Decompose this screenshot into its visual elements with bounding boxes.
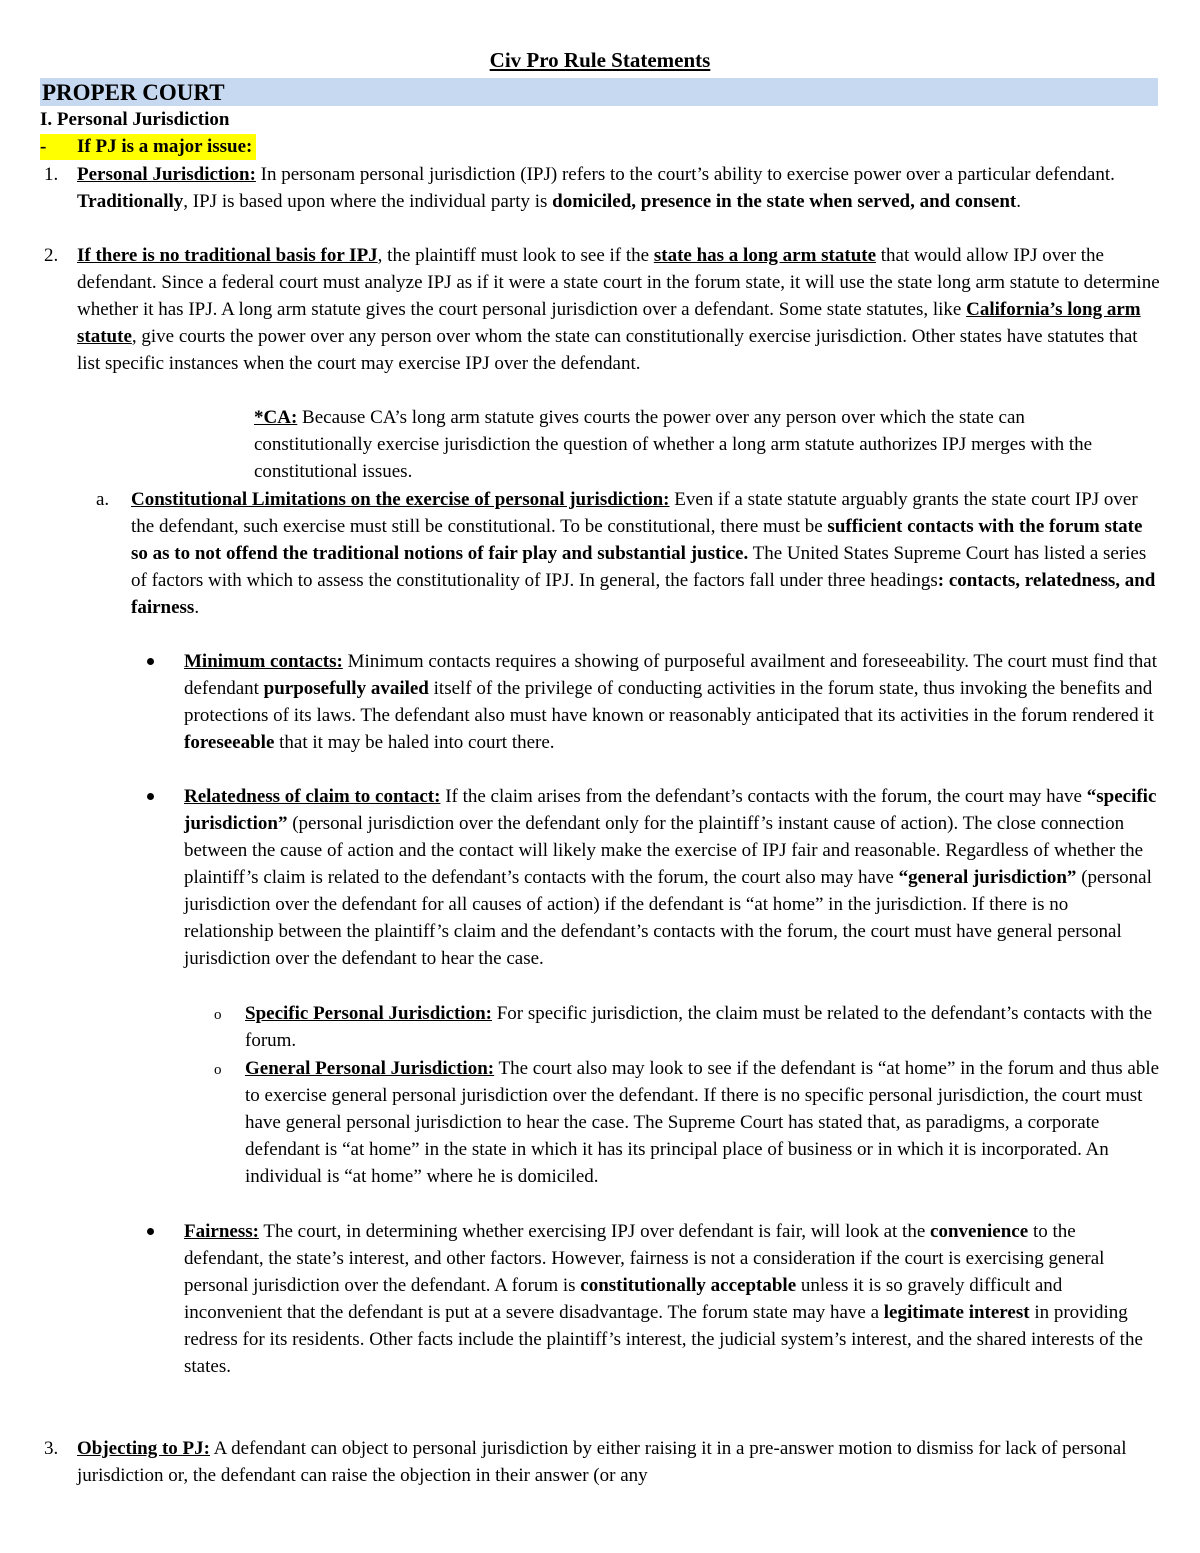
general-pj-heading: General Personal Jurisdiction: [245, 1058, 495, 1079]
item-1-number: 1. [44, 164, 59, 185]
sub-a-paragraph [131, 486, 1161, 621]
item-1-heading: Personal Jurisdiction: [77, 164, 256, 185]
circle-bullet-icon: o [214, 1007, 222, 1023]
item-2-long-arm-statute: state has a long arm statute [653, 245, 877, 266]
fairness-text-2: to the defendant, the state’s interest, and other factors. However, fairness is not a consideration if the court is exercising general personal jurisdiction over the defendant. A forum is [184, 1221, 1105, 1296]
min-contacts-paragraph [184, 648, 1159, 756]
item-3-text: A defendant can object to personal jurisdiction by either raising it in a pre-answer motion to dismiss for lack of personal jurisdiction or, the defendant can raise the objection in their answer (or any [77, 1438, 1127, 1486]
bullet-icon [147, 1228, 154, 1235]
dash-marker: - [40, 136, 47, 157]
relatedness-text: If the claim arises from the defendant’s contacts with the forum, the court may have [440, 786, 1087, 807]
item-2-number: 2. [44, 245, 59, 266]
fairness-bold-interest: legitimate interest [883, 1302, 1030, 1323]
item-1-text-2: , IPJ is based upon where the individual party is [183, 191, 553, 212]
sub-a-heading: Constitutional Limitations on the exercise of personal jurisdiction: [131, 489, 670, 510]
sub-a-bold-headings: : contacts, relatedness, and fairness [131, 570, 1156, 618]
item-2-text-2: that would allow IPJ over the defendant. Since a federal court must analyze IPJ as if it were a state court in the forum state, it will use the state long arm statute to determine whether it has IPJ. A long arm statute gives the court personal jurisdiction over a defendant. Some state statutes, like [77, 245, 1160, 320]
sub-a-text-2: The United States Supreme Court has listed a series of factors with which to assess the constitutionality of IPJ. In general, the factors fall under three headings [131, 543, 1147, 591]
item-1-text: In personam personal jurisdiction (IPJ) refers to the court’s ability to exercise power over a particular defendant. [255, 164, 1115, 185]
relatedness-bold-general: “general jurisdiction” [898, 867, 1077, 888]
specific-pj-heading: Specific Personal Jurisdiction: [245, 1003, 492, 1024]
item-2-text: , the plaintiff must look to see if the [377, 245, 654, 266]
ca-note-heading: *CA: [254, 407, 298, 428]
sub-a-text-3: . [194, 597, 200, 618]
subsection-heading: I. Personal Jurisdiction [40, 109, 230, 130]
item-2-california-statute: California’s long arm statute [77, 299, 1141, 347]
specific-pj-paragraph [245, 1000, 1160, 1054]
fairness-bold-convenience: convenience [930, 1221, 1029, 1242]
fairness-bold-acceptable: constitutionally acceptable [580, 1275, 797, 1296]
relatedness-text-2: (personal jurisdiction over the defendant only for the plaintiff’s instant cause of action). The close connection between the cause of action and the contact will likely make the exercise of IPJ fair and reasonable. Regardless of whether the plaintiff’s claim is related to the defendant’s contacts with the forum, the court also may have [184, 813, 1144, 888]
min-contacts-text-2: itself of the privilege of conducting activities in the forum state, thus invoking the benefits and protections of its laws. The defendant also must have known or reasonably anticipated that its activities in the forum rendered it [184, 678, 1154, 726]
relatedness-text-3: (personal jurisdiction over the defendant for all causes of action) if the defendant is “at home” in the jurisdiction. If there is no relationship between the plaintiff’s claim and the defendant’s contacts with the forum, the court must have general personal jurisdiction over the defendant to hear the case. [184, 867, 1152, 969]
sub-a-letter: a. [96, 489, 110, 510]
min-contacts-bold-foreseeable: foreseeable [184, 732, 275, 753]
fairness-text-3: unless it is so gravely difficult and inconvenient that the defendant is put at a severe disadvantage. The forum state may have a [184, 1275, 1063, 1323]
section-header: PROPER COURT [40, 78, 1158, 106]
relatedness-paragraph [184, 783, 1159, 972]
item-2-text-3: , give courts the power over any person over whom the state can constitutionally exercise jurisdiction. Other states have statutes that list specific instances when the court may exercise IPJ over the defendant. [77, 326, 1138, 374]
fairness-text: The court, in determining whether exercising IPJ over defendant is fair, will look at the [258, 1221, 931, 1242]
item-1-bold-traditionally: Traditionally [77, 191, 184, 212]
bullet-icon [147, 658, 154, 665]
bullet-icon [147, 793, 154, 800]
min-contacts-bold-availed: purposefully availed [263, 678, 429, 699]
item-1-text-3: . [1016, 191, 1021, 212]
general-pj-text: The court also may look to see if the defendant is “at home” in the forum and thus able to exercise general personal jurisdiction over the defendant. If there is no specific personal jurisdiction, the court must have general personal jurisdiction to hear the case. The Supreme Court has stated that, as paradigms, a corporate defendant is “at home” in the state in which it has its principal place of business or in which it is incorporated. An individual is “at home” where he is domiciled. [245, 1058, 1160, 1187]
item-2-paragraph [77, 242, 1162, 377]
fairness-heading: Fairness: [184, 1221, 259, 1242]
item-3-heading: Objecting to PJ: [77, 1438, 210, 1459]
min-contacts-heading: Minimum contacts: [184, 651, 343, 672]
item-2-heading: If there is no traditional basis for IPJ [77, 245, 378, 266]
min-contacts-text: Minimum contacts requires a showing of purposeful availment and foreseeability. The court must find that defendant [184, 651, 1158, 699]
fairness-paragraph [184, 1218, 1159, 1380]
major-issue-heading [40, 134, 256, 160]
page-title: Civ Pro Rule Statements [489, 48, 711, 72]
general-pj-paragraph [245, 1055, 1160, 1190]
item-3-paragraph [77, 1435, 1162, 1489]
sub-a-bold-standard: sufficient contacts with the forum state so as to not offend the traditional notions of fair play and substantial justice. [131, 516, 1143, 564]
circle-bullet-icon: o [214, 1062, 222, 1078]
specific-pj-text: For specific jurisdiction, the claim must be related to the defendant’s contacts with the forum. [245, 1003, 1153, 1051]
item-3-number: 3. [44, 1438, 59, 1459]
ca-note [254, 404, 1134, 485]
sub-a-text: Even if a state statute arguably grants the state court IPJ over the defendant, such exercise must still be constitutional. To be constitutional, there must be [131, 489, 1138, 537]
major-issue-text: If PJ is a major issue: [77, 136, 253, 157]
item-1-bold-bases: domiciled, presence in the state when served, and consent [552, 191, 1017, 212]
min-contacts-text-3: that it may be haled into court there. [274, 732, 555, 753]
item-1-paragraph [77, 161, 1167, 215]
relatedness-bold-specific: “specific jurisdiction” [184, 786, 1157, 834]
fairness-text-4: in providing redress for its residents. Other facts include the plaintiff’s interest, the judicial system’s interest, and the shared interests of the states. [184, 1302, 1143, 1377]
ca-note-text: Because CA’s long arm statute gives courts the power over any person over which the state can constitutionally exercise jurisdiction the question of whether a long arm statute authorizes IPJ merges with the constitutional issues. [254, 407, 1093, 482]
relatedness-heading: Relatedness of claim to contact: [184, 786, 441, 807]
